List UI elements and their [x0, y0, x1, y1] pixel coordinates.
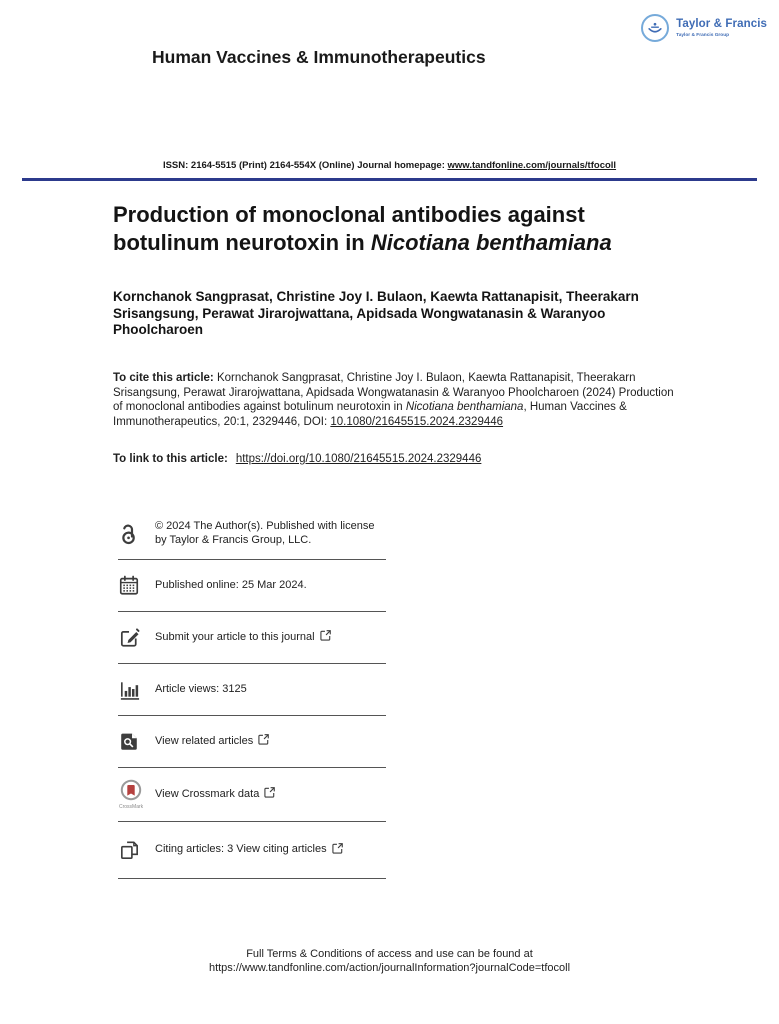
cite-label: To cite this article:	[113, 372, 214, 384]
license-row	[118, 508, 386, 560]
logo-subtitle: Taylor & Francis Group	[676, 32, 730, 38]
published-online-row	[118, 560, 386, 612]
citing-articles-row[interactable]	[118, 822, 386, 879]
published-online-text: Published online: 25 Mar 2024.	[155, 578, 307, 591]
author-list: Kornchanok Sangprasat, Christine Joy I. Bulaon, Kaewta Rattanapisit, Theerakarn Srisangsung, Perawat Jirarojwattana, Apidsada Wongwatanasin & Waranyoo Phoolcharoen	[113, 289, 639, 337]
crossmark-icon	[118, 779, 155, 810]
submit-article-row[interactable]	[118, 612, 386, 664]
title-line-2: botulinum neurotoxin in	[113, 230, 371, 255]
footer-terms	[0, 947, 779, 975]
related-articles-row[interactable]	[118, 716, 386, 768]
link-label: To link to this article:	[113, 453, 228, 465]
crossmark-row[interactable]	[118, 768, 386, 822]
cite-text-after: , Human Vaccines & Immunotherapeutics, 20:1, 2329446, DOI:	[113, 401, 627, 428]
article-views-text: Article views: 3125	[155, 682, 247, 695]
title-line-1: Production of monoclonal antibodies against	[113, 202, 585, 227]
taylor-francis-logo	[641, 14, 767, 42]
link-line	[113, 453, 481, 465]
cite-text: Kornchanok Sangprasat, Christine Joy I. Bulaon, Kaewta Rattanapisit, Theerakarn Srisangsung, Perawat Jirarojwattana, Apidsada Wongwatanasin & Waranyoo Phoolcharoen (2024) Production of monoclonal antibodies against botulinum neurotoxin in	[113, 372, 674, 414]
issn-line	[0, 160, 779, 171]
related-articles-icon	[118, 730, 155, 753]
footer-terms-url[interactable]: https://www.tandfonline.com/action/journalInformation?journalCode=tfocoll	[208, 962, 571, 974]
cite-doi-link[interactable]: 10.1080/21645515.2024.2329446	[330, 415, 504, 428]
license-text: © 2024 The Author(s). Published with license by Taylor & Francis Group, LLC.	[155, 520, 375, 546]
header-divider	[22, 178, 757, 181]
citing-articles-icon	[118, 838, 155, 862]
cite-species: Nicotiana benthamiana	[405, 401, 524, 414]
external-link-icon	[258, 734, 269, 745]
crossmark-label: CrossMark	[119, 804, 144, 810]
submit-icon	[118, 626, 155, 649]
article-title	[113, 201, 693, 257]
external-link-icon	[332, 843, 343, 854]
external-link-icon	[264, 787, 275, 798]
issn-text: ISSN: 2164-5515 (Print) 2164-554X (Online) Journal homepage:	[162, 160, 448, 171]
submit-article-link[interactable]: Submit your article to this journal	[155, 630, 315, 643]
doi-url-link[interactable]: https://doi.org/10.1080/21645515.2024.2329446	[235, 453, 482, 465]
footer-line-1: Full Terms & Conditions of access and use can be found at	[246, 948, 533, 960]
article-info-list	[118, 508, 386, 879]
external-link-icon	[320, 630, 331, 641]
calendar-icon	[118, 574, 155, 597]
citation-block	[113, 371, 675, 429]
crossmark-link[interactable]: View Crossmark data	[155, 787, 260, 800]
title-species: Nicotiana benthamiana	[370, 230, 612, 255]
related-articles-link[interactable]: View related articles	[155, 734, 254, 747]
article-views-icon	[118, 678, 155, 701]
journal-name: Human Vaccines & Immunotherapeutics	[152, 47, 486, 67]
journal-homepage-link[interactable]: www.tandfonline.com/journals/tfocoll	[447, 160, 617, 171]
taylor-francis-logo-icon	[641, 14, 669, 42]
article-views-row	[118, 664, 386, 716]
logo-name: Taylor & Francis	[676, 18, 767, 31]
open-access-icon	[118, 522, 155, 546]
citing-articles-link[interactable]: Citing articles: 3 View citing articles	[155, 843, 327, 856]
